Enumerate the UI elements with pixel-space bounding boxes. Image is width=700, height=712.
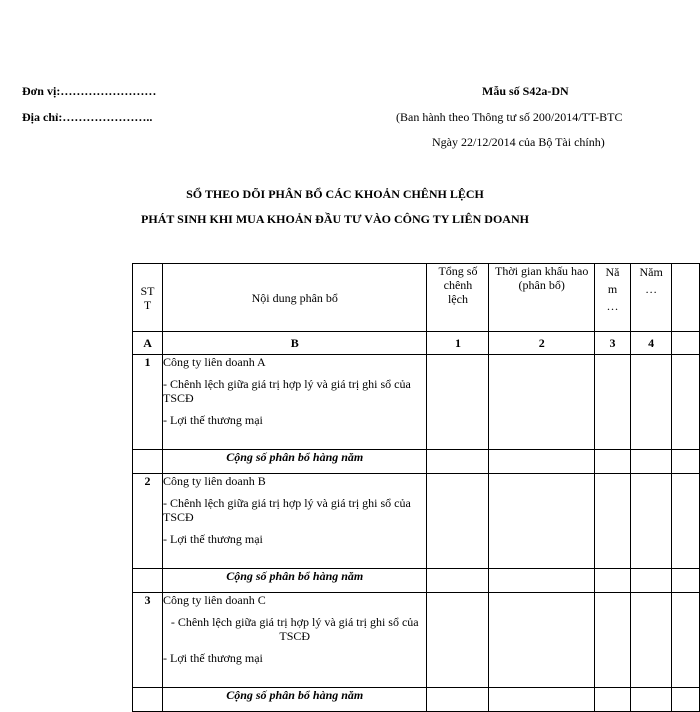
subtotal-label: Cộng số phân bổ hàng năm bbox=[163, 569, 427, 593]
company-name: Công ty liên doanh C bbox=[163, 593, 266, 607]
group-content bbox=[163, 474, 427, 569]
header-total: Tổng số chênh lệch bbox=[427, 264, 489, 332]
issued-date-note: Ngày 22/12/2014 của Bộ Tài chính) bbox=[432, 135, 605, 149]
header-year-2: Năm … bbox=[631, 264, 672, 332]
document-title-line1: SỔ THEO DÕI PHÂN BỔ CÁC KHOẢN CHÊNH LỆCH bbox=[186, 187, 484, 201]
fair-value-difference: - Chênh lệch giữa giá trị hợp lý và giá trị ghi sổ của TSCĐ bbox=[163, 496, 411, 524]
header-stt: STT bbox=[133, 264, 163, 332]
code-3: 3 bbox=[594, 332, 630, 355]
goodwill: - Lợi thế thương mại bbox=[163, 413, 263, 427]
goodwill: - Lợi thế thương mại bbox=[163, 651, 263, 665]
subtotal-label: Cộng số phân bổ hàng năm bbox=[163, 450, 427, 474]
group-index: 1 bbox=[133, 355, 163, 450]
header-period: Thời gian khấu hao (phân bổ) bbox=[489, 264, 594, 332]
group-row-b bbox=[133, 474, 700, 569]
code-2: 2 bbox=[489, 332, 594, 355]
group-row-a bbox=[133, 355, 700, 450]
header-extra bbox=[672, 264, 700, 332]
company-name: Công ty liên doanh A bbox=[163, 355, 266, 369]
group-index: 2 bbox=[133, 474, 163, 569]
unit-label: Đơn vị:…………………… bbox=[22, 84, 157, 98]
issued-by-note: (Ban hành theo Thông tư số 200/2014/TT-BTC bbox=[396, 110, 623, 124]
address-label: Địa chỉ:………………….. bbox=[22, 110, 153, 124]
header-row bbox=[133, 264, 700, 332]
header-content: Nội dung phân bổ bbox=[163, 264, 427, 332]
form-number: Mẫu số S42a-DN bbox=[482, 84, 569, 98]
group-content bbox=[163, 593, 427, 688]
header-year-1: Năm … bbox=[594, 264, 630, 332]
group-row-c bbox=[133, 593, 700, 688]
code-4: 4 bbox=[631, 332, 672, 355]
group-content bbox=[163, 355, 427, 450]
code-b: B bbox=[163, 332, 427, 355]
subtotal-row-a bbox=[133, 450, 700, 474]
group-index: 3 bbox=[133, 593, 163, 688]
code-a: A bbox=[133, 332, 163, 355]
allocation-table bbox=[132, 263, 700, 712]
subtotal-row-b bbox=[133, 569, 700, 593]
fair-value-difference: - Chênh lệch giữa giá trị hợp lý và giá trị ghi sổ của TSCĐ bbox=[170, 615, 419, 643]
document-title-line2: PHÁT SINH KHI MUA KHOẢN ĐẦU TƯ VÀO CÔNG TY LIÊN DOANH bbox=[141, 212, 529, 226]
code-row bbox=[133, 332, 700, 355]
fair-value-difference: - Chênh lệch giữa giá trị hợp lý và giá trị ghi sổ của TSCĐ bbox=[163, 377, 411, 405]
subtotal-label: Cộng số phân bổ hàng năm bbox=[163, 688, 427, 712]
company-name: Công ty liên doanh B bbox=[163, 474, 266, 488]
goodwill: - Lợi thế thương mại bbox=[163, 532, 263, 546]
code-1: 1 bbox=[427, 332, 489, 355]
